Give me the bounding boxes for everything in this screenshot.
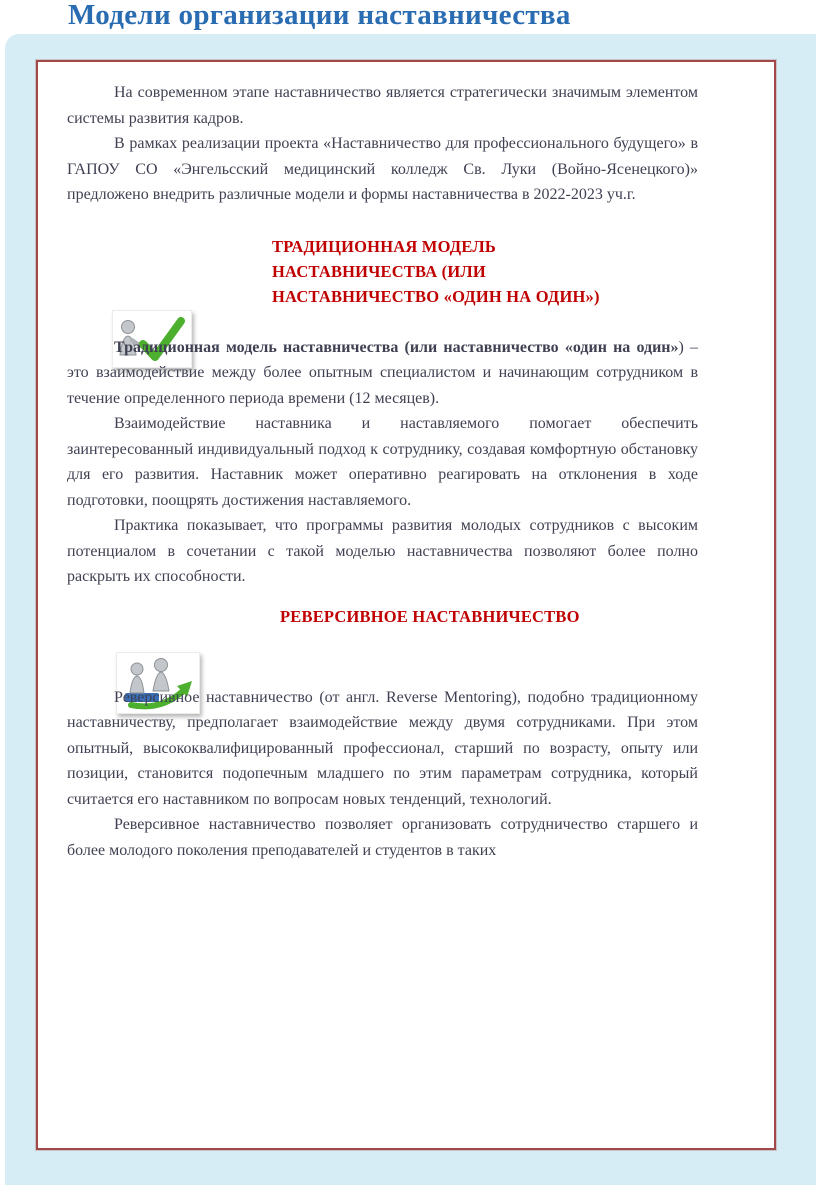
reverse-paragraph-1: Реверсивное наставничество (от англ. Reverse Mentoring), подобно традиционному наставничеству, предполагает взаимодействие между двумя сотрудниками. При этом опытный, высококвалифицированный профессионал, старший по возрасту, опыту или позиции, становится подопечным младшего по этим параметрам сотрудника, который считается его наставником по вопросам новых тенденций, технологий. (67, 688, 698, 808)
traditional-paragraph-1-bold: Традиционная модель наставничества (или наставничество «один на один» (114, 338, 679, 356)
heading-line: НАСТАВНИЧЕСТВО «ОДИН НА ОДИН») (272, 286, 600, 306)
content-box (36, 60, 776, 1150)
traditional-paragraph-2: Взаимодействие наставника и наставляемого помогает обеспечить заинтересованный индивидуальный подход к сотруднику, создавая комфортную обстановку для его развития. Наставник может оперативно реагировать на отклонения в ходе подготовки, поощрять достижения наставляемого. (67, 415, 698, 509)
traditional-paragraph-3: Практика показывает, что программы развития молодых сотрудников с высоким потенциалом в сочетании с такой моделью наставничества позволяют более полно раскрыть их способности. (67, 517, 698, 585)
traditional-paragraph-1 (67, 335, 698, 412)
section-heading-traditional (272, 234, 745, 309)
intro-paragraph-2: В рамках реализации проекта «Наставничество для профессионального будущего» в ГАПОУ СО «Энгельсский медицинский колледж Св. Луки (Войно-Ясенецкого)» предложено внедрить различные модели и формы наставничества в 2022-2023 уч.г. (67, 135, 698, 203)
section-heading-reverse: РЕВЕРСИВНОЕ НАСТАВНИЧЕСТВО (280, 606, 580, 626)
intro-paragraph-1: На современном этапе наставничество является стратегически значимым элементом системы развития кадров. (67, 84, 698, 127)
traditional-paragraph-1-rest: ) – это взаимодействие между более опытным специалистом и начинающим сотрудником в течение определенного периода времени (12 месяцев). (67, 338, 699, 407)
page-background (5, 34, 816, 1185)
heading-line: ТРАДИЦИОННАЯ МОДЕЛЬ (272, 236, 496, 256)
heading-line: НАСТАВНИЧЕСТВА (ИЛИ (272, 261, 486, 281)
page-title: Модели организации наставничества (68, 0, 571, 31)
reverse-paragraph-2: Реверсивное наставничество позволяет организовать сотрудничество старшего и более молодого поколения преподавателей и студентов в таких (67, 816, 698, 859)
